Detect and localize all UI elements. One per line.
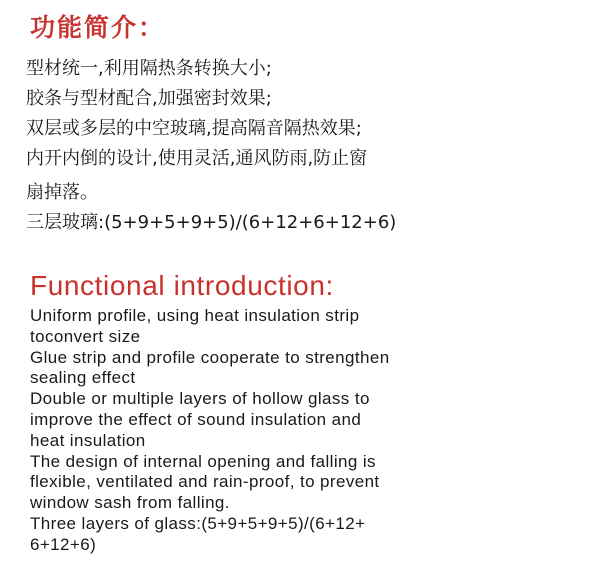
chinese-feature-line: 胶条与型材配合,加强密封效果; <box>26 88 272 109</box>
chinese-section-title: 功能简介： <box>30 13 166 42</box>
english-section-title: Functional introduction: <box>30 270 334 301</box>
english-feature-list <box>30 306 390 556</box>
english-feature-line: heat insulation <box>30 430 146 450</box>
english-feature-line: flexible, ventilated and rain-proof, to prevent <box>30 472 380 492</box>
english-feature-line: Glue strip and profile cooperate to strengthen <box>30 347 390 367</box>
english-feature-line: sealing effect <box>30 368 136 388</box>
english-feature-line: Uniform profile, using heat insulation strip <box>30 306 360 325</box>
english-feature-line: Three layers of glass:(5+9+5+9+5)/(6+12+ <box>30 513 366 533</box>
chinese-feature-line: 扇掉落。 <box>26 182 98 203</box>
english-feature-line: 6+12+6) <box>30 534 97 554</box>
chinese-feature-line: 双层或多层的中空玻璃,提高隔音隔热效果; <box>26 118 362 139</box>
english-feature-line: window sash from falling. <box>30 493 230 513</box>
english-feature-line: The design of internal opening and falling is <box>30 451 376 471</box>
english-feature-line: Double or multiple layers of hollow glass to <box>30 389 370 409</box>
english-feature-line: improve the effect of sound insulation and <box>30 409 362 429</box>
chinese-feature-list <box>26 54 396 238</box>
english-feature-line: toconvert size <box>30 326 141 346</box>
chinese-feature-line: 三层玻璃:(5+9+5+9+5)/(6+12+6+12+6) <box>26 212 397 233</box>
chinese-feature-line: 内开内倒的设计,使用灵活,通风防雨,防止窗 <box>26 148 368 169</box>
chinese-feature-line: 型材统一,利用隔热条转换大小; <box>26 58 272 79</box>
